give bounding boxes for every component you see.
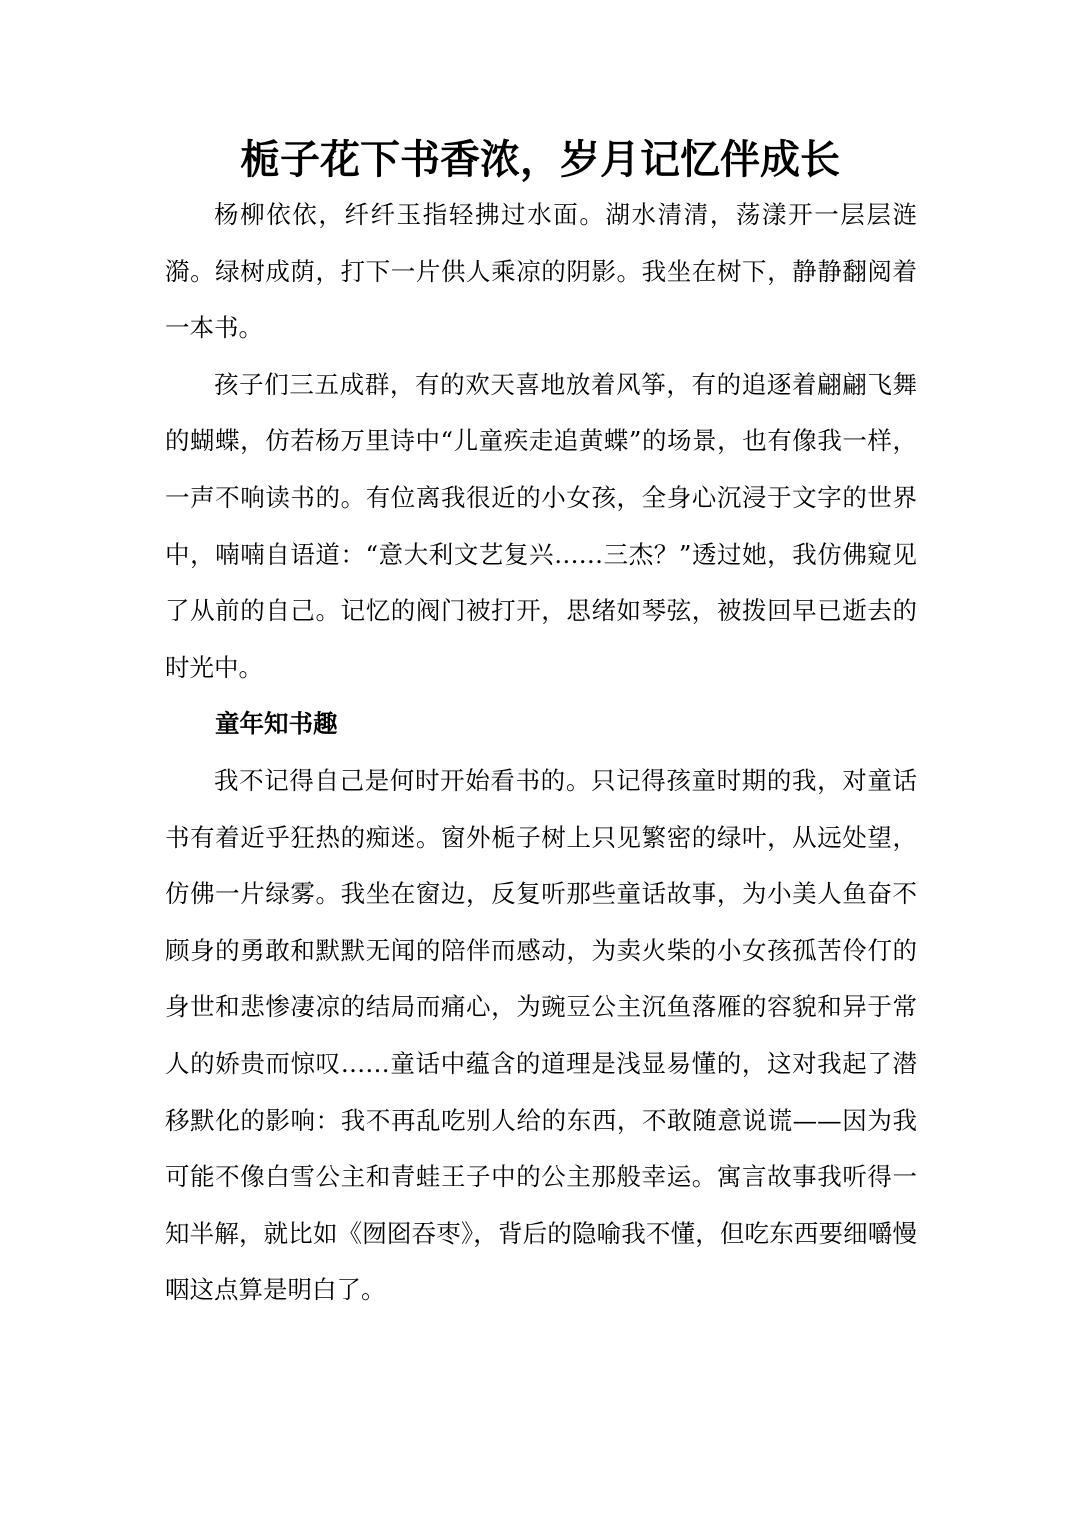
paragraph-lakeside-reading: 杨柳依依，纤纤玉指轻拂过水面。湖水清清，荡漾开一层层涟漪。绿树成荫，打下一片供人乘凉的阴影。我坐在树下，静静翻阅着一本书。 <box>165 200 917 343</box>
document-title: 栀子花下书香浓，岁月记忆伴成长 <box>240 136 840 183</box>
paragraph-childhood-fairy-tales: 我不记得自己是何时开始看书的。只记得孩童时期的我，对童话书有着近乎狂热的痴迷。窗外栀子树上只见繁密的绿叶，从远处望，仿佛一片绿雾。我坐在窗边，反复听那些童话故事，为小美人鱼奋不顾身的勇敢和默默无闻的陪伴而感动，为卖火柴的小女孩孤苦伶仃的身世和悲惨凄凉的结局而痛心，为豌豆公主沉鱼落雁的容貌和异于常人的娇贵而惊叹……童话中蕴含的道理是浅显易懂的，这对我起了潜移默化的影响：我不再乱吃别人给的东西，不敢随意说谎——因为我可能不像白雪公主和青蛙王子中的公主那般幸运。寓言故事我听得一知半解，就比如《囫囵吞枣》，背后的隐喻我不懂，但吃东西要细嚼慢咽这点算是明白了。 <box>165 765 917 1305</box>
paragraph-children-playing: 孩子们三五成群，有的欢天喜地放着风筝，有的追逐着翩翩飞舞的蝴蝶，仿若杨万里诗中“儿童疾走追黄蝶”的场景，也有像我一样，一声不响读书的。有位离我很近的小女孩，全身心沉浸于文字的世界中，喃喃自语道：“意大利文艺复兴……三杰？”透过她，我仿佛窥见了从前的自己。记忆的阀门被打开，思绪如琴弦，被拨回早已逝去的时光中。 <box>165 369 917 682</box>
section-heading: 童年知书趣 <box>215 709 338 739</box>
document-body <box>165 187 917 1319</box>
